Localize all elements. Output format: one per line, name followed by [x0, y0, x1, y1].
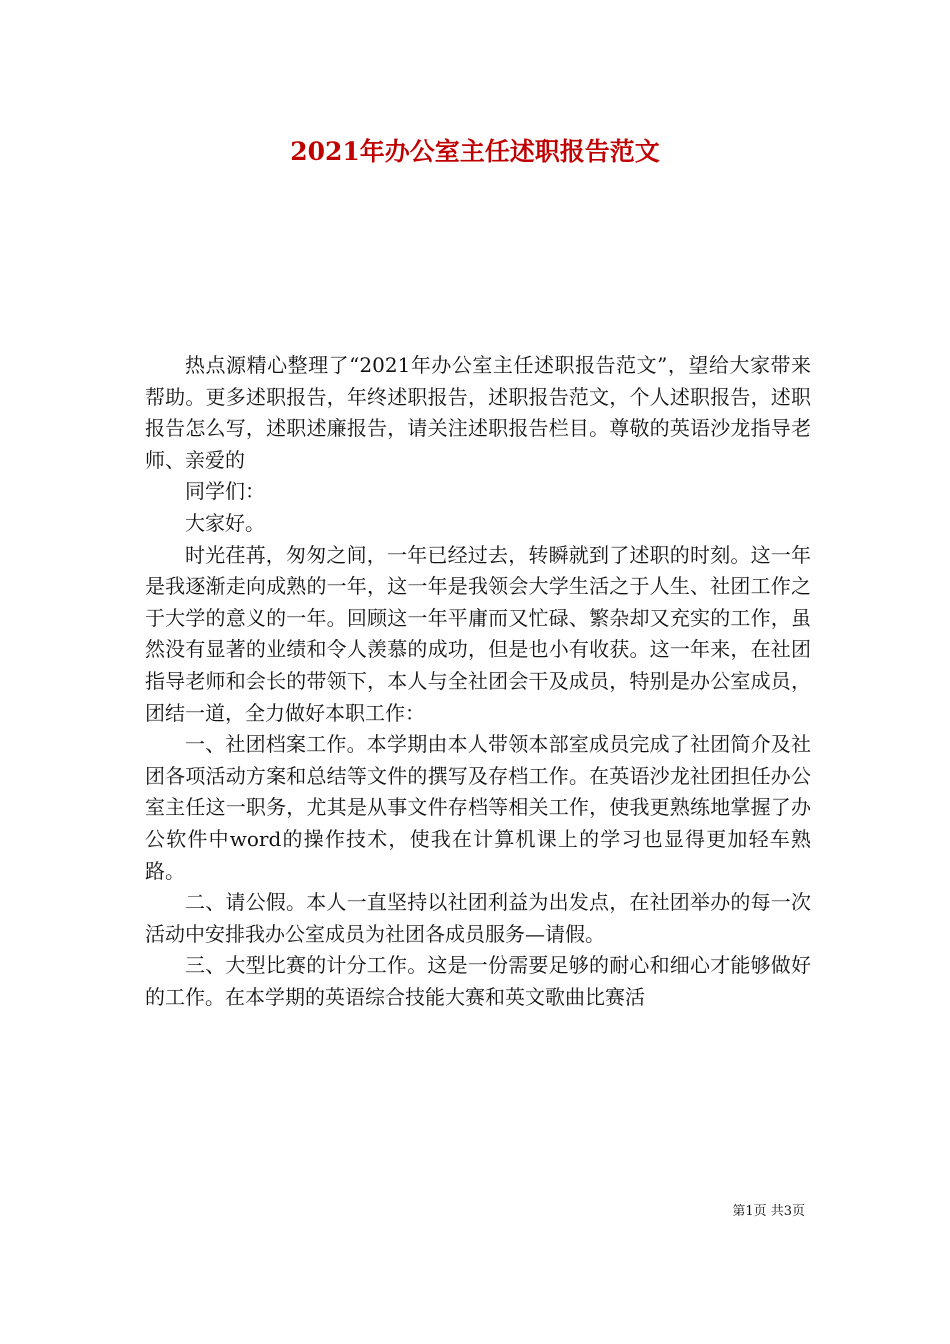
- paragraph: 二、请公假。本人一直坚持以社团利益为出发点，在社团举办的每一次活动中安排我办公室成员为社团各成员服务—请假。: [145, 890, 811, 946]
- paragraph: 一、社团档案工作。本学期由本人带领本部室成员完成了社团简介及社团各项活动方案和总结等文件的撰写及存档工作。在英语沙龙社团担任办公室主任这一职务，尤其是从事文件存档等相关工作，使我更熟练地掌握了办公软件中word的操作技术，使我在计算机课上的学习也显得更加轻车熟路。: [145, 732, 811, 883]
- document-title: 2021年办公室主任述职报告范文: [290, 137, 660, 166]
- paragraph: 大家好。: [185, 510, 265, 535]
- paragraph: 时光荏苒，匆匆之间，一年已经过去，转瞬就到了述职的时刻。这一年是我逐渐走向成熟的一年，这一年是我领会大学生活之于人生、社团工作之于大学的意义的一年。回顾这一年平庸而又忙碌、繁杂却又充实的工作，虽然没有显著的业绩和令人羡慕的成功，但是也小有收获。这一年来，在社团指导老师和会长的带领下，本人与全社团会干及成员，特别是办公室成员，团结一道，全力做好本职工作：: [145, 542, 811, 725]
- paragraph: 热点源精心整理了“2021年办公室主任述职报告范文”，望给大家带来帮助。更多述职报告，年终述职报告，述职报告范文，个人述职报告，述职报告怎么写，述职述廉报告，请关注述职报告栏目。尊敬的英语沙龙指导老师、亲爱的: [145, 353, 811, 472]
- paragraph: 同学们：: [185, 479, 265, 504]
- paragraph: 三、大型比赛的计分工作。这是一份需要足够的耐心和细心才能够做好的工作。在本学期的英语综合技能大赛和英文歌曲比赛活: [145, 953, 811, 1009]
- document-body: [145, 350, 811, 1013]
- page-number-footer: 第1页 共3页: [732, 1204, 805, 1219]
